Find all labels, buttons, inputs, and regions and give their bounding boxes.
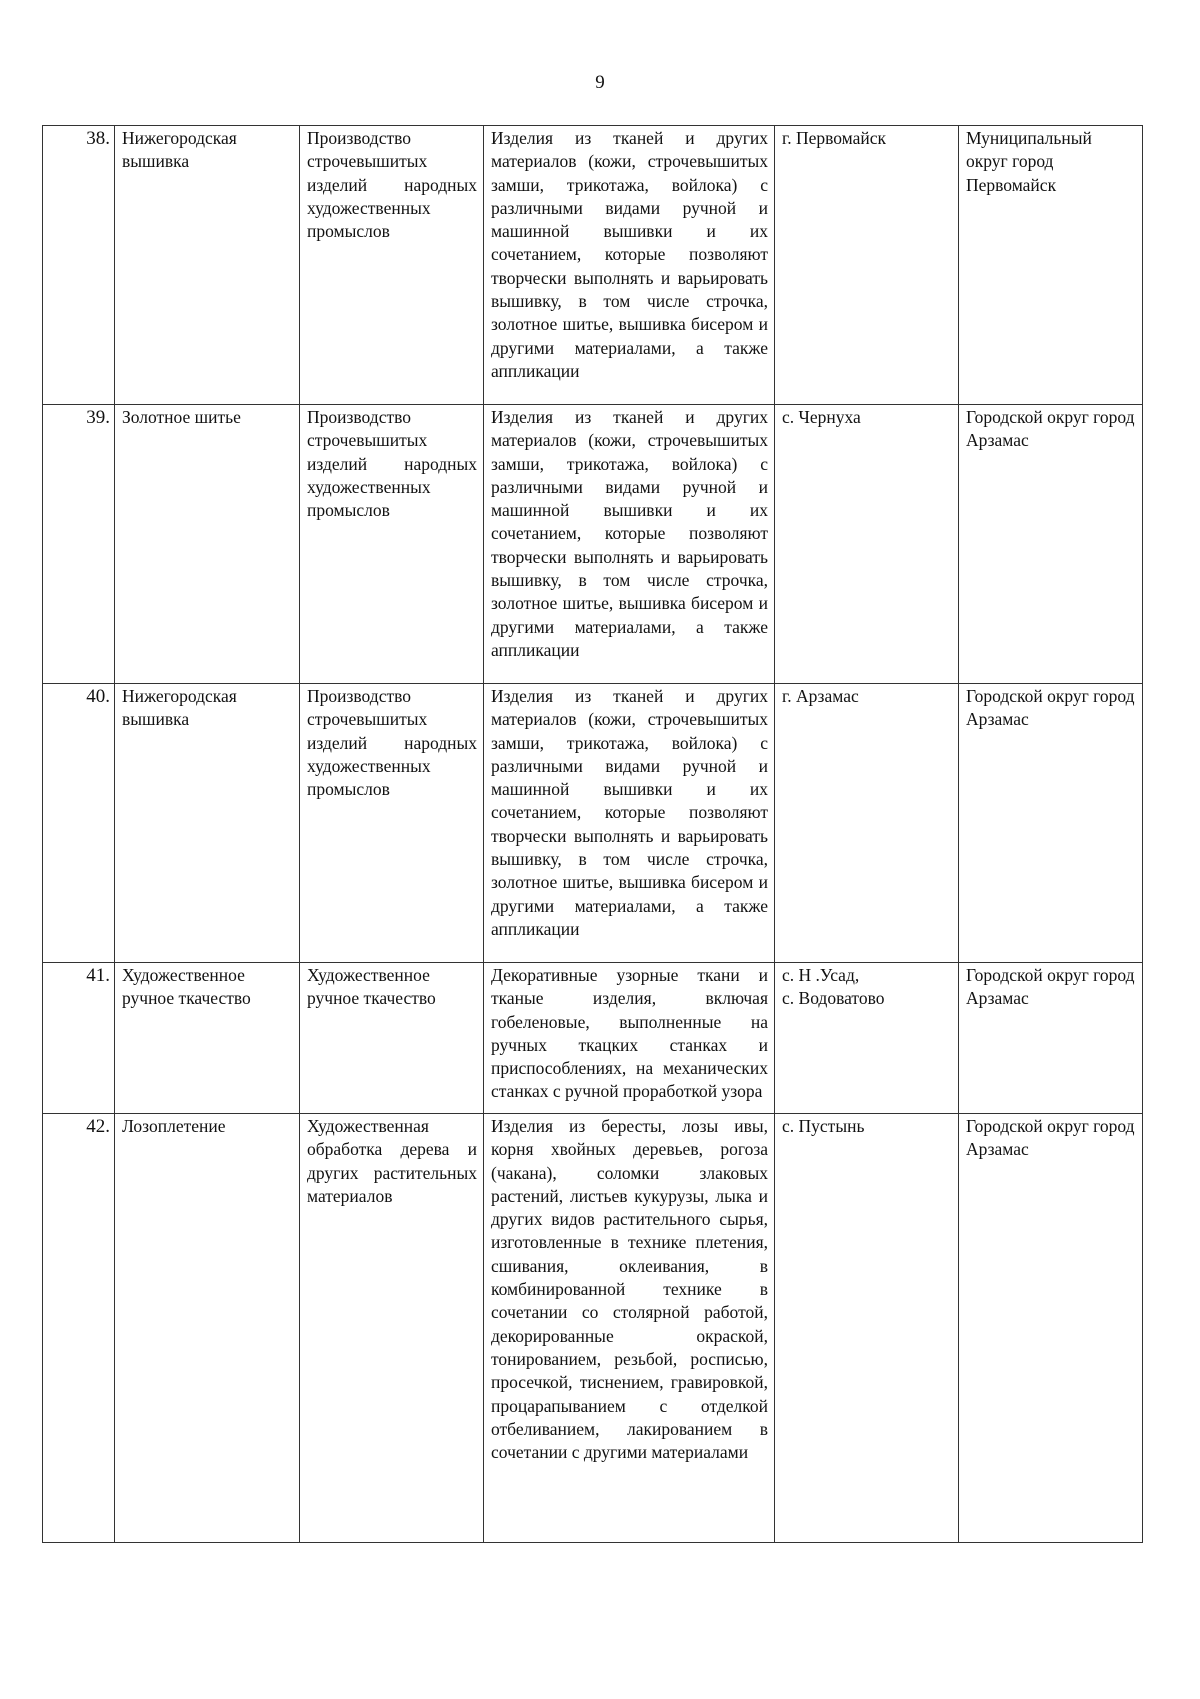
craft-place: с. Н .Усад, с. Водоватово (775, 963, 959, 1114)
craft-district: Городской округ город Арзамас (959, 684, 1143, 963)
row-number: 42. (43, 1114, 115, 1543)
craft-name: Нижегородская вышивка (115, 126, 300, 405)
craft-name: Художественное ручное ткачество (115, 963, 300, 1114)
row-number: 40. (43, 684, 115, 963)
crafts-registry-table (42, 125, 1143, 1543)
row-number: 38. (43, 126, 115, 405)
craft-description: Изделия из тканей и других материалов (кожи, строчевышитых замши, трикотажа, войлока) с различными видами ручной и машинной вышивки и их сочетанием, которые позволяют творчески выполнять и варьировать вышивку, в том числе строчка, золотное шитье, вышивка бисером и другими материалами, а также аппликации (484, 126, 775, 405)
craft-district: Городской округ город Арзамас (959, 1114, 1143, 1543)
craft-name: Нижегородская вышивка (115, 684, 300, 963)
table-row (43, 963, 1143, 1114)
craft-type: Производство строчевышитых изделий народных художественных промыслов (300, 126, 484, 405)
craft-description: Изделия из бересты, лозы ивы, корня хвойных деревьев, рогоза (чакана), соломки злаковых растений, листьев кукурузы, лыка и других видов растительного сырья, изготовленные в технике плетения, сшивания, оклеивания, в комбинированной технике в сочетании со столярной работой, декорированные окраской, тонированием, резьбой, росписью, просечкой, тиснением, гравировкой, процарапыванием с отделкой отбеливанием, лакированием в сочетании с другими материалами (484, 1114, 775, 1543)
table-row (43, 1114, 1143, 1543)
craft-type: Художественная обработка дерева и других растительных материалов (300, 1114, 484, 1543)
table-row (43, 684, 1143, 963)
craft-type: Художественное ручное ткачество (300, 963, 484, 1114)
craft-description: Изделия из тканей и других материалов (кожи, строчевышитых замши, трикотажа, войлока) с различными видами ручной и машинной вышивки и их сочетанием, которые позволяют творчески выполнять и варьировать вышивку, в том числе строчка, золотное шитье, вышивка бисером и другими материалами, а также аппликации (484, 684, 775, 963)
craft-district: Городской округ город Арзамас (959, 405, 1143, 684)
craft-type: Производство строчевышитых изделий народных художественных промыслов (300, 405, 484, 684)
craft-place: с. Пустынь (775, 1114, 959, 1543)
craft-place: с. Чернуха (775, 405, 959, 684)
row-number: 41. (43, 963, 115, 1114)
table-row (43, 126, 1143, 405)
craft-district: Городской округ город Арзамас (959, 963, 1143, 1114)
row-number: 39. (43, 405, 115, 684)
craft-place: г. Арзамас (775, 684, 959, 963)
craft-type: Производство строчевышитых изделий народных художественных промыслов (300, 684, 484, 963)
table-row (43, 405, 1143, 684)
craft-name: Лозоплетение (115, 1114, 300, 1543)
page-number: 9 (595, 72, 605, 93)
craft-description: Декоративные узорные ткани и тканые изделия, включая гобеленовые, выполненные на ручных ткацких станках и приспособлениях, на механических станках с ручной проработкой узора (484, 963, 775, 1114)
craft-description: Изделия из тканей и других материалов (кожи, строчевышитых замши, трикотажа, войлока) с различными видами ручной и машинной вышивки и их сочетанием, которые позволяют творчески выполнять и варьировать вышивку, в том числе строчка, золотное шитье, вышивка бисером и другими материалами, а также аппликации (484, 405, 775, 684)
craft-place: г. Первомайск (775, 126, 959, 405)
craft-district: Муниципальный округ город Первомайск (959, 126, 1143, 405)
craft-name: Золотное шитье (115, 405, 300, 684)
